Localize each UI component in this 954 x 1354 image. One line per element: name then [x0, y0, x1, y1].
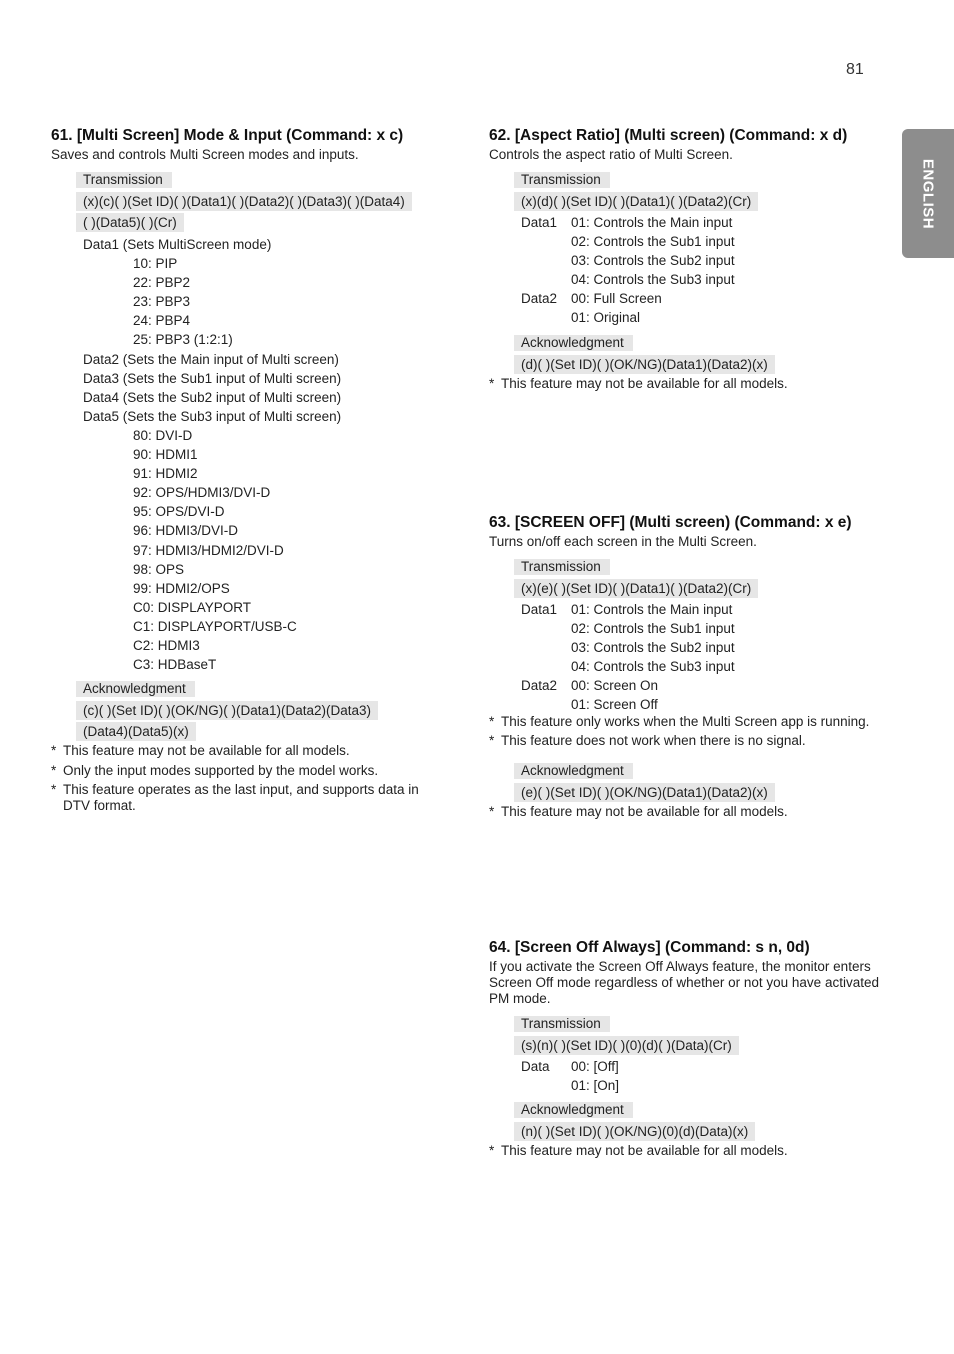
data2-row — [521, 676, 889, 714]
note: * This feature may not be available for all models. — [51, 743, 431, 759]
data-key: Data — [521, 1059, 550, 1074]
data1-row — [521, 600, 889, 676]
acknowledgment-label: Acknowledgment — [514, 1102, 633, 1118]
ack-code: (d)( )(Set ID)( )(OK/NG)(Data1)(Data2)(x) — [514, 355, 775, 374]
data-value: 01: [On] — [571, 1078, 620, 1094]
ack-code-line-1: (c)( )(Set ID)( )(OK/NG)( )(Data1)(Data2)(Data3) — [76, 701, 378, 720]
input-item: 90: HDMI1 — [133, 447, 198, 463]
input-item: C1: DISPLAYPORT/USB-C — [133, 618, 297, 634]
page-number: 81 — [846, 61, 864, 78]
note: * This feature may not be available for all models. — [489, 1143, 879, 1159]
transmission-code: (x)(e)( )(Set ID)( )(Data1)( )(Data2)(Cr) — [514, 579, 758, 598]
section-61 — [51, 126, 451, 813]
section-62-title: 62. [Aspect Ratio] (Multi screen) (Command: x d) — [489, 127, 848, 144]
section-63-title: 63. [SCREEN OFF] (Multi screen) (Command: x e) — [489, 514, 852, 531]
data1-value: 03: Controls the Sub2 input — [571, 253, 735, 269]
section-62 — [489, 126, 889, 391]
data2-value: 01: Original — [571, 310, 641, 326]
data1-key: Data1 — [521, 215, 558, 230]
data1-value: 02: Controls the Sub1 input — [571, 234, 735, 250]
input-item: 98: OPS — [133, 561, 185, 577]
data-line: Data2 (Sets the Main input of Multi screen) — [83, 351, 339, 367]
ack-code-line-2: (Data4)(Data5)(x) — [76, 722, 196, 741]
note: * This feature operates as the last input, and supports data in DTV format. — [51, 782, 431, 813]
mode-item: 10: PIP — [133, 256, 178, 272]
data2-key: Data2 — [521, 291, 558, 307]
data-line: Data5 (Sets the Sub3 input of Multi screen) — [83, 408, 342, 424]
transmission-label: Transmission — [514, 172, 610, 188]
data2-value: 01: Screen Off — [571, 697, 658, 713]
section-64 — [489, 938, 879, 1159]
input-item: 80: DVI-D — [133, 427, 193, 443]
input-item: 92: OPS/HDMI3/DVI-D — [133, 485, 271, 501]
input-item: 96: HDMI3/DVI-D — [133, 523, 239, 539]
input-item: C2: HDMI3 — [133, 637, 200, 653]
section-63 — [489, 513, 889, 819]
input-item: 95: OPS/DVI-D — [133, 504, 225, 520]
transmission-code: (s)(n)( )(Set ID)( )(0)(d)( )(Data)(Cr) — [514, 1036, 739, 1055]
mode-item: 25: PBP3 (1:2:1) — [133, 332, 233, 348]
mode-item: 24: PBP4 — [133, 313, 191, 329]
mode-item: 23: PBP3 — [133, 294, 191, 310]
note: * Only the input modes supported by the model works. — [51, 763, 431, 779]
input-item: C0: DISPLAYPORT — [133, 599, 252, 615]
data-line: Data4 (Sets the Sub2 input of Multi screen) — [83, 389, 342, 405]
data2-row — [521, 289, 889, 327]
data1-value: 01: Controls the Main input — [571, 602, 733, 617]
ack-code: (n)( )(Set ID)( )(OK/NG)(0)(d)(Data)(x) — [514, 1122, 755, 1141]
section-63-desc: Turns on/off each screen in the Multi Screen. — [489, 534, 757, 549]
input-item: 91: HDMI2 — [133, 466, 198, 482]
data2-value: 00: Screen On — [571, 678, 659, 694]
acknowledgment-label: Acknowledgment — [514, 335, 633, 351]
acknowledgment-label: Acknowledgment — [514, 763, 633, 779]
section-61-title: 61. [Multi Screen] Mode & Input (Command: x c) — [51, 127, 404, 144]
note: * This feature may not be available for all models. — [489, 804, 889, 820]
ack-code: (e)( )(Set ID)( )(OK/NG)(Data1)(Data2)(x) — [514, 783, 775, 802]
language-side-tab — [902, 129, 954, 258]
data1-value: 03: Controls the Sub2 input — [571, 640, 735, 656]
acknowledgment-label: Acknowledgment — [76, 681, 195, 697]
input-item: C3: HDBaseT — [133, 657, 217, 673]
data1-value: 01: Controls the Main input — [571, 215, 733, 230]
input-item: 99: HDMI2/OPS — [133, 580, 230, 596]
section-62-desc: Controls the aspect ratio of Multi Screen. — [489, 147, 733, 162]
transmission-code: (x)(d)( )(Set ID)( )(Data1)( )(Data2)(Cr) — [514, 192, 758, 211]
data2-value: 00: Full Screen — [571, 291, 662, 307]
note: * This feature only works when the Multi Screen app is running. — [489, 714, 889, 730]
data1-value: 02: Controls the Sub1 input — [571, 621, 735, 637]
data1-value: 04: Controls the Sub3 input — [571, 659, 735, 675]
transmission-label: Transmission — [76, 172, 172, 188]
section-64-title: 64. [Screen Off Always] (Command: s n, 0d) — [489, 939, 810, 956]
transmission-code-line-1: (x)(c)( )(Set ID)( )(Data1)( )(Data2)( )(Data3)( )(Data4) — [76, 192, 412, 211]
input-item: 97: HDMI3/HDMI2/DVI-D — [133, 542, 284, 558]
data-value: 00: [Off] — [571, 1059, 619, 1074]
note: * This feature does not work when there is no signal. — [489, 733, 889, 749]
transmission-label: Transmission — [514, 1016, 610, 1032]
data1-row — [521, 213, 889, 289]
data1-key: Data1 — [521, 602, 558, 617]
data1-heading: Data1 (Sets MultiScreen mode) — [83, 237, 272, 252]
side-tab-label: ENGLISH — [919, 158, 937, 229]
note: * This feature may not be available for all models. — [489, 376, 889, 392]
transmission-code-line-2: ( )(Data5)( )(Cr) — [76, 213, 184, 232]
mode-item: 22: PBP2 — [133, 275, 191, 291]
data-row — [521, 1057, 879, 1095]
section-61-desc: Saves and controls Multi Screen modes and inputs. — [51, 147, 359, 162]
section-64-desc: If you activate the Screen Off Always feature, the monitor enters Screen Off mode regardless of whether or not you have activated PM mode. — [489, 959, 879, 1006]
data2-key: Data2 — [521, 678, 558, 694]
data-line: Data3 (Sets the Sub1 input of Multi screen) — [83, 370, 342, 386]
data1-value: 04: Controls the Sub3 input — [571, 272, 735, 288]
transmission-label: Transmission — [514, 559, 610, 575]
